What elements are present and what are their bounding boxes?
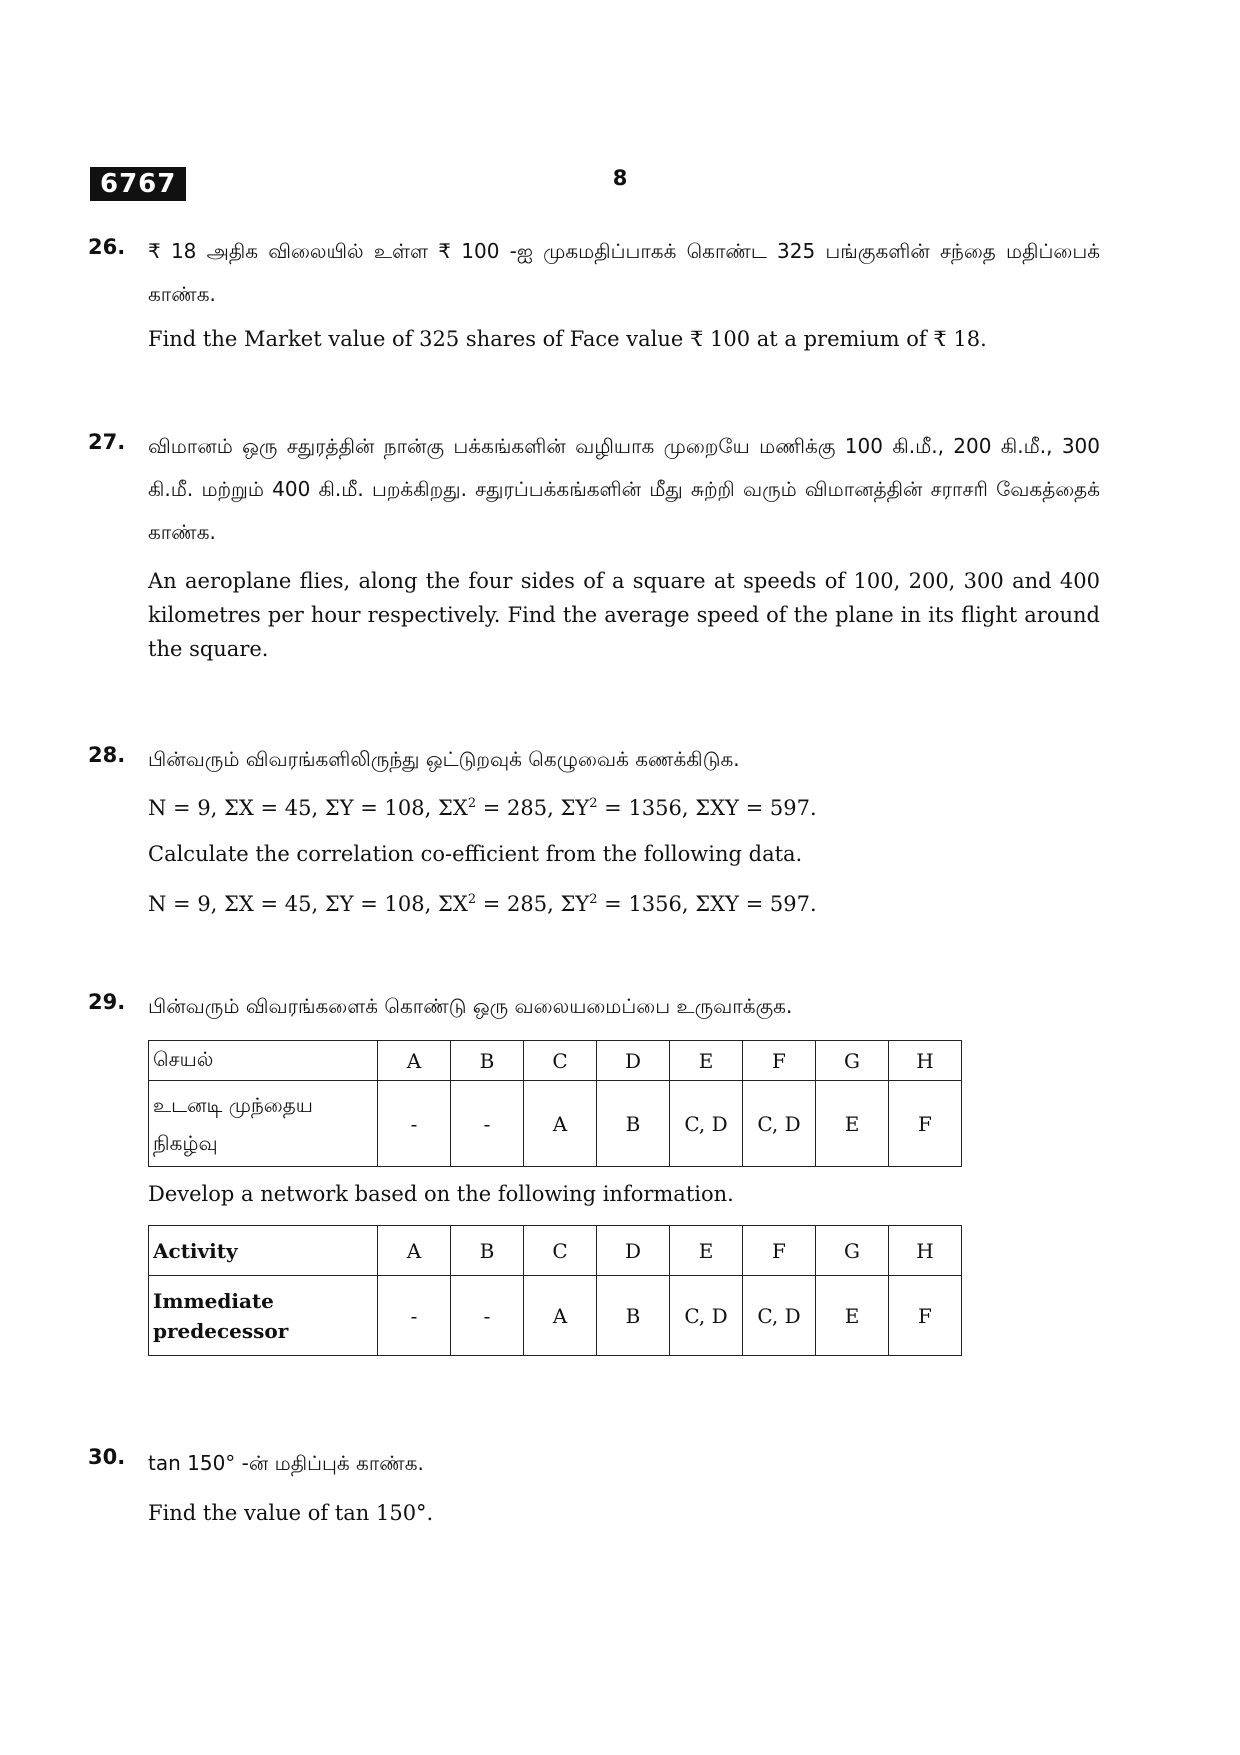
paper-code: 6767 [90, 167, 186, 201]
page-number: 8 [612, 166, 628, 190]
table-cell: E [670, 1041, 743, 1081]
question-text-tamil: பின்வரும் விவரங்களிலிருந்து ஒட்டுறவுக் கெழுவைக் கணக்கிடுக. [148, 747, 740, 771]
table-cell: F [743, 1226, 816, 1276]
table-cell: C [524, 1041, 597, 1081]
question-27 [88, 425, 1100, 666]
activity-table-tamil [148, 1040, 962, 1167]
table-cell: D [597, 1041, 670, 1081]
table-row [149, 1041, 962, 1081]
data-line: N = 9, ΣX = 45, ΣY = 108, $\Sigma X^2 = 285$, $\Sigma Y^2 = 1356$, ΣXY = 597. [148, 892, 817, 916]
question-text-english: Find the Market value of 325 shares of Face value ₹ 100 at a premium of ₹ 18. [148, 327, 987, 351]
table-cell: H [889, 1041, 962, 1081]
table-cell: - [378, 1276, 451, 1356]
table-cell: F [743, 1041, 816, 1081]
table-row [149, 1276, 962, 1356]
table-cell: B [597, 1276, 670, 1356]
table-cell: A [524, 1081, 597, 1167]
table-cell: A [378, 1041, 451, 1081]
table-cell: F [889, 1276, 962, 1356]
row-header: செயல் [149, 1041, 378, 1081]
row-header: Activity [149, 1226, 378, 1276]
table-cell: E [816, 1276, 889, 1356]
table-cell: H [889, 1226, 962, 1276]
table-cell: B [451, 1041, 524, 1081]
question-number: 27. [88, 430, 126, 454]
table-cell: E [816, 1081, 889, 1167]
question-text-tamil: ₹ 18 அதிக விலையில் உள்ள ₹ 100 -ஐ முகமதிப்பாகக் கொண்ட 325 பங்குகளின் சந்தை மதிப்பைக் காண்க. [148, 239, 1100, 306]
question-number: 30. [88, 1445, 126, 1469]
table-cell: A [378, 1226, 451, 1276]
table-cell: C [524, 1226, 597, 1276]
table-cell: C, D [670, 1276, 743, 1356]
table-row [149, 1226, 962, 1276]
table-cell: C, D [743, 1276, 816, 1356]
table-cell: E [670, 1226, 743, 1276]
table-cell: D [597, 1226, 670, 1276]
question-text-tamil: tan 150° -ன் மதிப்புக் காண்க. [148, 1451, 424, 1475]
table-cell: - [451, 1081, 524, 1167]
table-cell: - [451, 1276, 524, 1356]
table-cell: C, D [670, 1081, 743, 1167]
question-text-english: Find the value of tan 150°. [148, 1501, 434, 1525]
question-29 [88, 985, 1100, 1356]
table-cell: G [816, 1226, 889, 1276]
table-cell: G [816, 1041, 889, 1081]
table-cell: - [378, 1081, 451, 1167]
question-text-tamil: பின்வரும் விவரங்களைக் கொண்டு ஒரு வலையமைப்பை உருவாக்குக. [148, 994, 793, 1018]
row-header: Immediate predecessor [149, 1276, 378, 1356]
table-cell: B [451, 1226, 524, 1276]
question-text-english: Develop a network based on the following information. [148, 1182, 734, 1206]
question-number: 29. [88, 990, 126, 1014]
table-row [149, 1081, 962, 1167]
question-number: 28. [88, 743, 126, 767]
question-text-english: An aeroplane flies, along the four sides of a square at speeds of 100, 200, 300 and 400 kilometres per hour respectively. Find the average speed of the plane in its flight around the square. [148, 569, 1100, 661]
table-cell: F [889, 1081, 962, 1167]
question-number: 26. [88, 235, 126, 259]
question-28 [88, 738, 1100, 927]
question-text-tamil: விமானம் ஒரு சதுரத்தின் நான்கு பக்கங்களின் வழியாக முறையே மணிக்கு 100 கி.மீ., 200 கி.மீ., 300 கி.மீ. மற்றும் 400 கி.மீ. பறக்கிறது. சதுரப்பக்கங்களின் மீது சுற்றி வரும் விமானத்தின் சராசரி வேகத்தைக் காண்க. [148, 434, 1100, 544]
activity-table-english [148, 1225, 962, 1356]
data-line: N = 9, ΣX = 45, ΣY = 108, $\Sigma X^2 = 285$, $\Sigma Y^2 = 1356$, ΣXY = 597. [148, 796, 817, 820]
question-text-english: Calculate the correlation co-efficient from the following data. [148, 842, 803, 866]
table-cell: B [597, 1081, 670, 1167]
row-header: உடனடி முந்தைய நிகழ்வு [149, 1081, 378, 1167]
table-cell: A [524, 1276, 597, 1356]
question-30 [88, 1440, 1100, 1536]
question-26 [88, 230, 1100, 356]
table-cell: C, D [743, 1081, 816, 1167]
